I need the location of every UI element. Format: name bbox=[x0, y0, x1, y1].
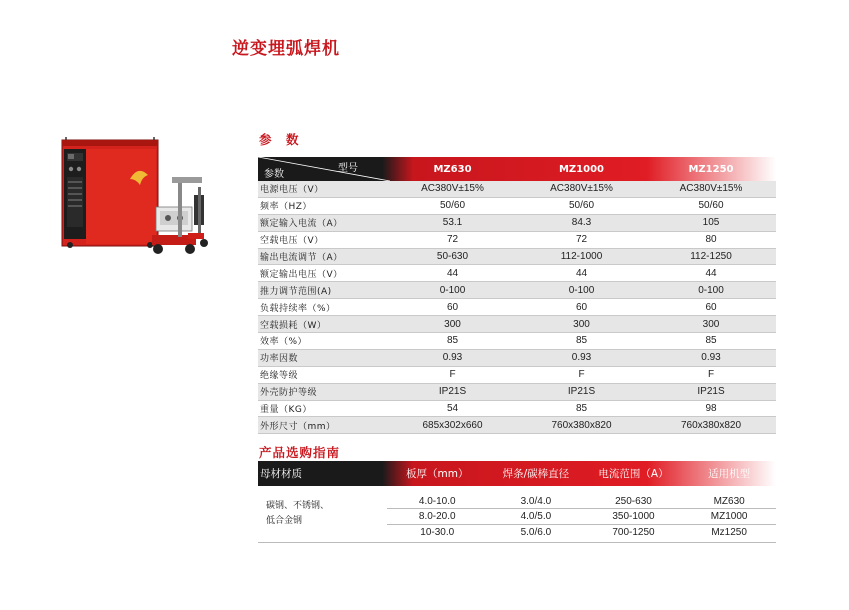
guide-value: 8.0-20.0 bbox=[387, 509, 487, 525]
param-value: AC380V±15% bbox=[646, 181, 776, 197]
param-value: 112-1000 bbox=[517, 248, 646, 265]
param-label: 电源电压（V） bbox=[258, 181, 388, 197]
param-value: IP21S bbox=[388, 383, 517, 400]
model-header-mz630: MZ630 bbox=[433, 163, 472, 175]
param-value: 50/60 bbox=[646, 197, 776, 214]
param-value: 85 bbox=[517, 333, 646, 350]
param-value: 50/60 bbox=[388, 197, 517, 214]
table-row bbox=[258, 197, 776, 214]
guide-value: 250-630 bbox=[585, 486, 683, 509]
param-value: IP21S bbox=[646, 383, 776, 400]
param-value: 760x380x820 bbox=[646, 417, 776, 434]
param-label: 外形尺寸（mm） bbox=[258, 417, 388, 434]
guide-value: 4.0-10.0 bbox=[387, 486, 487, 509]
guide-header-material: 母材材质 bbox=[260, 468, 302, 480]
guide-value: MZ630 bbox=[682, 486, 776, 509]
param-value: 0.93 bbox=[388, 349, 517, 366]
param-value: 85 bbox=[646, 333, 776, 350]
guide-value: 10-30.0 bbox=[387, 525, 487, 543]
param-value: 105 bbox=[646, 214, 776, 231]
param-label: 重量（KG） bbox=[258, 400, 388, 417]
param-value: F bbox=[517, 366, 646, 383]
param-value: 0.93 bbox=[517, 349, 646, 366]
param-label: 外壳防护等级 bbox=[258, 383, 388, 400]
guide-value: 4.0/5.0 bbox=[487, 509, 585, 525]
table-row bbox=[258, 181, 776, 197]
param-value: 98 bbox=[646, 400, 776, 417]
guide-value: MZ1000 bbox=[682, 509, 776, 525]
param-value: AC380V±15% bbox=[388, 181, 517, 197]
param-label: 空载电压（V） bbox=[258, 231, 388, 248]
param-value: 685x302x660 bbox=[388, 417, 517, 434]
param-value: F bbox=[388, 366, 517, 383]
guide-table bbox=[258, 461, 776, 543]
param-value: 0-100 bbox=[517, 282, 646, 299]
param-label: 功率因数 bbox=[258, 349, 388, 366]
param-label: 负载持续率（%） bbox=[258, 299, 388, 316]
param-value: 60 bbox=[388, 299, 517, 316]
param-value: 72 bbox=[517, 231, 646, 248]
model-header-mz1250: MZ1250 bbox=[688, 163, 734, 175]
table-row bbox=[258, 214, 776, 231]
param-value: 60 bbox=[646, 299, 776, 316]
params-table bbox=[258, 157, 776, 434]
param-value: 80 bbox=[646, 231, 776, 248]
param-label: 效率（%） bbox=[258, 333, 388, 350]
param-value: 84.3 bbox=[517, 214, 646, 231]
guide-value: 5.0/6.0 bbox=[487, 525, 585, 543]
param-value: 85 bbox=[388, 333, 517, 350]
param-value: 44 bbox=[388, 265, 517, 282]
welding-tractor bbox=[152, 177, 208, 254]
param-label: 输出电流调节（A） bbox=[258, 248, 388, 265]
params-header-row bbox=[258, 157, 776, 181]
param-label: 频率（HZ） bbox=[258, 197, 388, 214]
param-value: 300 bbox=[517, 316, 646, 333]
param-value: 60 bbox=[517, 299, 646, 316]
param-value: 53.1 bbox=[388, 214, 517, 231]
param-value: 760x380x820 bbox=[517, 417, 646, 434]
param-value: 54 bbox=[388, 400, 517, 417]
model-header-mz1000: MZ1000 bbox=[558, 163, 605, 175]
page-title: 逆变埋弧焊机 bbox=[232, 39, 340, 59]
table-row bbox=[258, 316, 776, 333]
param-value: 0-100 bbox=[388, 282, 517, 299]
guide-header-model: 适用机型 bbox=[708, 468, 751, 480]
guide-section-title: 产品选购指南 bbox=[259, 445, 341, 460]
param-value: 44 bbox=[646, 265, 776, 282]
material-line: 碳钢、不锈钢、 bbox=[266, 501, 330, 511]
param-value: 44 bbox=[517, 265, 646, 282]
params-corner-header bbox=[258, 157, 388, 181]
guide-value: 350-1000 bbox=[585, 509, 683, 525]
guide-value: 3.0/4.0 bbox=[487, 486, 585, 509]
param-value: 50/60 bbox=[517, 197, 646, 214]
material-line: 低合金钢 bbox=[266, 516, 303, 526]
table-row bbox=[258, 282, 776, 299]
guide-value: 700-1250 bbox=[585, 525, 683, 543]
param-value: AC380V±15% bbox=[517, 181, 646, 197]
guide-header-thickness: 板厚（mm） bbox=[406, 468, 469, 480]
guide-header-row bbox=[258, 461, 776, 486]
param-label: 额定输入电流（A） bbox=[258, 214, 388, 231]
param-value: 300 bbox=[388, 316, 517, 333]
table-row bbox=[258, 366, 776, 383]
param-value: 112-1250 bbox=[646, 248, 776, 265]
param-value: F bbox=[646, 366, 776, 383]
param-label: 空载损耗（W） bbox=[258, 316, 388, 333]
product-image bbox=[58, 137, 218, 262]
table-row bbox=[258, 400, 776, 417]
params-section-title: 参 数 bbox=[259, 132, 300, 147]
param-value: 85 bbox=[517, 400, 646, 417]
table-row bbox=[258, 333, 776, 350]
table-row bbox=[258, 383, 776, 400]
corner-param-label: 参数 bbox=[264, 169, 284, 180]
table-row bbox=[258, 265, 776, 282]
param-value: 72 bbox=[388, 231, 517, 248]
guide-value: Mz1250 bbox=[682, 525, 776, 543]
table-row bbox=[258, 248, 776, 265]
param-value: 50-630 bbox=[388, 248, 517, 265]
param-label: 绝缘等级 bbox=[258, 366, 388, 383]
corner-model-label: 型号 bbox=[338, 163, 358, 174]
table-row bbox=[258, 299, 776, 316]
param-value: 0.93 bbox=[646, 349, 776, 366]
guide-header-current: 电流范围（A） bbox=[598, 468, 669, 480]
param-value: 0-100 bbox=[646, 282, 776, 299]
guide-header-electrode: 焊条/碳棒直径 bbox=[502, 468, 570, 480]
table-row bbox=[258, 231, 776, 248]
param-label: 推力调节范围(A) bbox=[258, 282, 388, 299]
guide-material-cell bbox=[258, 486, 387, 543]
table-row bbox=[258, 349, 776, 366]
table-row bbox=[258, 486, 776, 509]
table-row bbox=[258, 417, 776, 434]
param-label: 额定输出电压（V） bbox=[258, 265, 388, 282]
param-value: IP21S bbox=[517, 383, 646, 400]
param-value: 300 bbox=[646, 316, 776, 333]
